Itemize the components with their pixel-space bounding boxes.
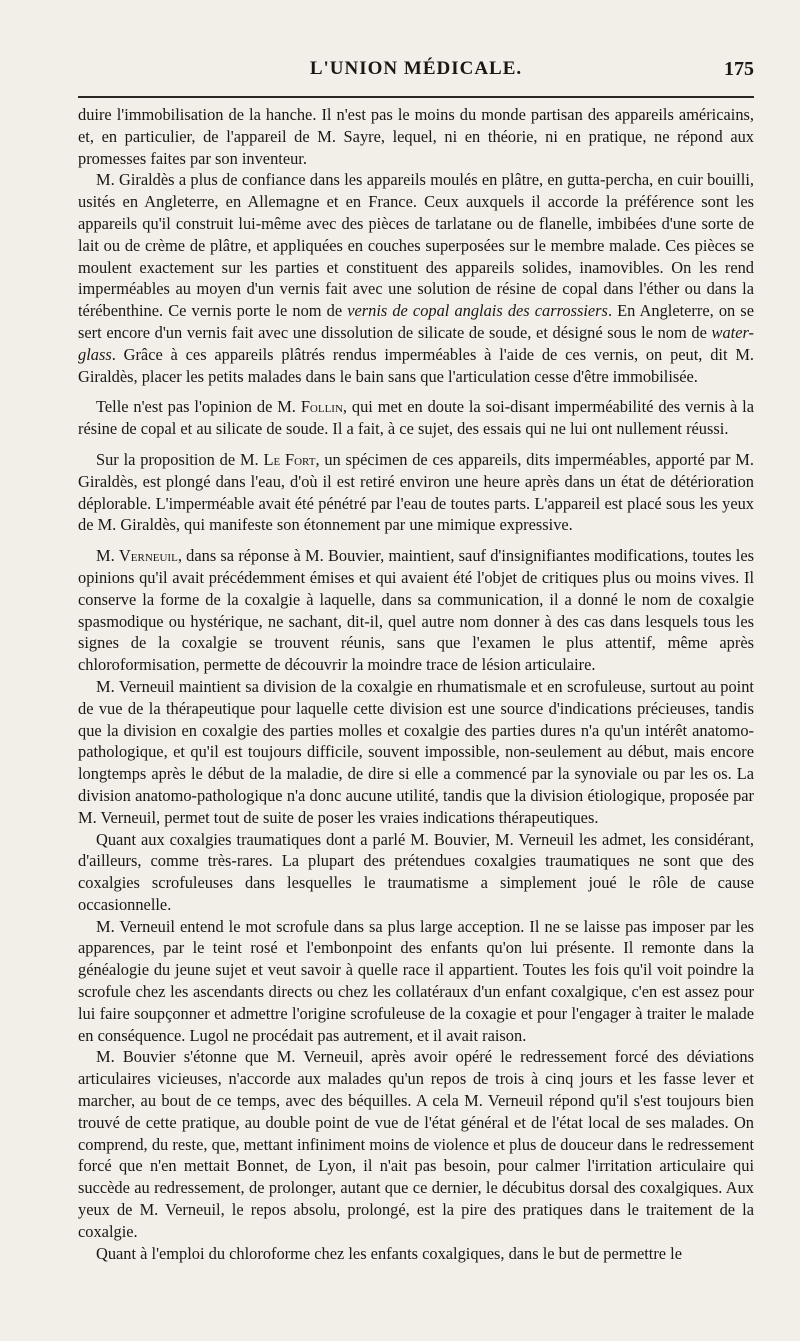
- article-body: [78, 104, 754, 1264]
- italic-term: vernis de copal anglais des carrossiers: [347, 301, 608, 321]
- paragraph: Quant à l'emploi du chloroforme chez les enfants coxalgiques, dans le but de permettre le: [96, 1243, 682, 1263]
- paragraph: duire l'immobilisation de la hanche. Il n'est pas le moins du monde partisan des appareils américains, et, en particulier, de l'appareil de M. Sayre, lequel, ni en théorie, ni en pratique, ne répond aux promesses faites par son inventeur.: [78, 105, 754, 168]
- paragraph: M. Bouvier s'étonne que M. Verneuil, après avoir opéré le redressement forcé des déviations articulaires vicieuses, n'accorde aux malades qu'un repos de trois à cinq jours et les fasse lever et marcher, au bout de ce temps, avec des béquilles. A cela M. Verneuil répond qu'il s'est toujours bien trouvé de cette pratique, au double point de vue de l'état général et de l'état local de ses malades. On comprend, du reste, que, mettant infiniment moins de violence et plus de douceur dans le redressement forcé que n'en mettait Bonnet, de Lyon, il n'ait pas besoin, pour calmer l'irritation articulaire qui succède au redressement, de prolonger, autant que ce dernier, le décubitus dorsal des coxalgiques. Aux yeux de M. Verneuil, le repos absolu, prolongé, est la pire des pratiques dans le traitement de la coxalgie.: [78, 1047, 754, 1241]
- author-name: Follin: [300, 397, 343, 417]
- paragraph: M. Verneuil maintient sa division de la coxalgie en rhumatismale et en scrofuleuse, surtout au point de vue de la thérapeutique pour laquelle cette division est une source d'indications précieuses, tandis que la division en coxalgie des parties molles et coxalgie des parties dures n'a qu'un intérêt anatomo-pathologique, et qu'il est toujours difficile, souvent impossible, non-seulement au début, mais encore longtemps après le début de la maladie, de dire si elle a commencé par la synoviale ou par les os. La division anatomo-pathologique n'a donc aucune utilité, tandis que la division étiologique, proposée par M. Verneuil, permet tout de suite de poser les vraies indications thérapeutiques.: [78, 676, 754, 827]
- italic-term: water-glass: [78, 322, 754, 364]
- paragraph: M. Giraldès a plus de confiance dans les appareils moulés en plâtre, en gutta-percha, en cuir bouilli, usités en Angleterre, en Allemagne et en France. Ceux auxquels il accorde la préférence sont les appareils qu'il construit lui-même avec des pièces de tarlatane ou de flanelle, imbibées d'une sorte de lait ou de crème de plâtre, et appliquées en couches superposées sur le membre malade. Ces pièces se moulent exactement sur les parties et constituent des appareils solides, inamovibles. On les rend imperméables au moyen d'un vernis fait avec une solution de résine de copal dans l'éther ou dans la térébenthine. Ce vernis porte le nom de vernis de copal anglais des carrossiers. En Angleterre, on se sert encore d'un vernis fait avec une dissolution de silicate de soude, et désigné sous le nom de water-glass. Grâce à ces appareils plâtrés rendus imperméables à l'aide de ces vernis, on peut, dit M. Giraldès, placer les petits malades dans le bain sans que l'articulation cesse d'être immobilisée.: [78, 170, 754, 386]
- paragraph: M. Verneuil entend le mot scrofule dans sa plus large acception. Il ne se laisse pas imposer par les apparences, par le teint rosé et l'embonpoint des enfants qu'on lui présente. Il remonte dans la généalogie du jeune sujet et veut savoir à quelle race il appartient. Toutes les fois qu'il voit poindre la scrofule chez les ascendants directs ou chez les collatéraux d'un enfant coxalgique, c'en est assez pour lui faire soupçonner et admettre l'origine scrofuleuse de la coxagie et pour l'engager à traiter le malade en conséquence. Lugol ne procédait pas autrement, et il avait raison.: [78, 916, 754, 1045]
- page-header: [78, 58, 754, 92]
- page-number: 175: [724, 58, 754, 80]
- author-name: Le Fort: [263, 449, 316, 469]
- paragraph: Sur la proposition de M. Le Fort, un spécimen de ces appareils, dits imperméables, apporté par M. Giraldès, est plongé dans l'eau, d'où il est retiré environ une heure après dans un état de détérioration déplorable. L'imperméable avait été pénétré par l'eau de toutes parts. L'appareil est placé sous les yeux de M. Giraldès, qui manifeste son étonnement par une mimique expressive.: [78, 449, 754, 535]
- header-rule: [78, 96, 754, 98]
- paragraph: Quant aux coxalgies traumatiques dont a parlé M. Bouvier, M. Verneuil les admet, les considérant, d'ailleurs, comme très-rares. La plupart des prétendues coxalgies traumatiques ne sont que des coxalgies scrofuleuses dans lesquelles le traumatisme a simplement joué le rôle de cause occasionnelle.: [78, 829, 754, 914]
- running-title: L'UNION MÉDICALE.: [309, 58, 523, 79]
- paragraph: Telle n'est pas l'opinion de M. Follin, qui met en doute la soi-disant imperméabilité des vernis à la résine de copal et au silicate de soude. Il a fait, à ce sujet, des essais qui ne lui ont nullement réussi.: [78, 397, 754, 439]
- author-name: Verneuil: [118, 546, 178, 566]
- paragraph: M. Verneuil, dans sa réponse à M. Bouvier, maintient, sauf d'insignifiantes modifications, toutes les opinions qu'il avait précédemment émises et qui avaient été l'objet de critiques plus ou moins vives. Il conserve la forme de la coxalgie à laquelle, dans sa communication, il a donné le nom de coxalgie spasmodique ou hystérique, ne sachant, dit-il, quel autre nom donner à des cas dans lesquels tous les signes de la coxalgie se trouvent réunis, sans que l'examen le plus attentif, même après chloroformisation, permette de découvrir la moindre trace de lésion articulaire.: [78, 546, 754, 675]
